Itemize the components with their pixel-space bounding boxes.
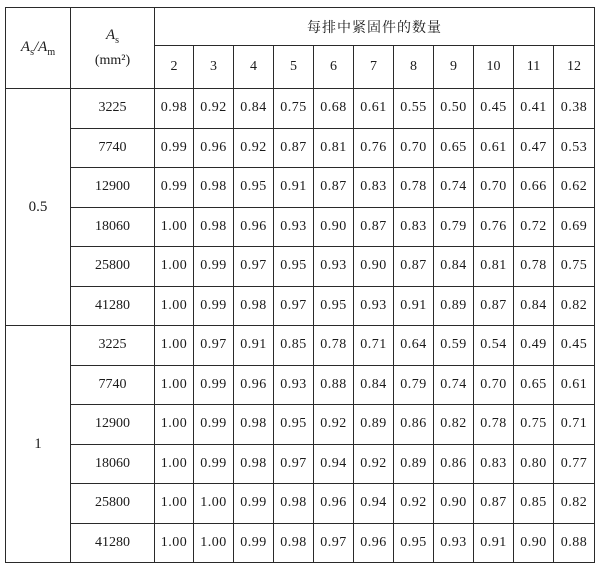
value-cell: 0.93 <box>314 247 354 287</box>
value-cell: 1.00 <box>155 365 194 405</box>
fastener-count-cell: 12 <box>554 46 595 89</box>
value-cell: 0.85 <box>514 484 554 524</box>
value-cell: 0.54 <box>474 326 514 366</box>
table-row <box>6 286 595 326</box>
value-cell: 0.79 <box>434 207 474 247</box>
value-cell: 0.83 <box>354 168 394 208</box>
value-cell: 0.86 <box>394 405 434 445</box>
value-cell: 0.78 <box>474 405 514 445</box>
value-cell: 0.95 <box>274 247 314 287</box>
value-cell: 0.99 <box>194 286 234 326</box>
value-cell: 0.97 <box>234 247 274 287</box>
value-cell: 0.97 <box>274 444 314 484</box>
value-cell: 0.99 <box>194 365 234 405</box>
value-cell: 0.75 <box>554 247 595 287</box>
value-cell: 0.70 <box>474 168 514 208</box>
fastener-count-cell: 3 <box>194 46 234 89</box>
fastener-count-cell: 2 <box>155 46 194 89</box>
value-cell: 0.97 <box>314 523 354 563</box>
value-cell: 0.50 <box>434 89 474 129</box>
value-cell: 0.83 <box>474 444 514 484</box>
value-cell: 0.82 <box>434 405 474 445</box>
table-row <box>6 168 595 208</box>
value-cell: 1.00 <box>194 523 234 563</box>
value-cell: 0.55 <box>394 89 434 129</box>
value-cell: 0.81 <box>314 128 354 168</box>
value-cell: 0.45 <box>474 89 514 129</box>
table-row <box>6 207 595 247</box>
value-cell: 0.97 <box>194 326 234 366</box>
value-cell: 0.88 <box>554 523 595 563</box>
fastener-count-cell: 11 <box>514 46 554 89</box>
value-cell: 1.00 <box>155 207 194 247</box>
value-cell: 0.68 <box>314 89 354 129</box>
value-cell: 0.99 <box>194 247 234 287</box>
table-row <box>6 247 595 287</box>
value-cell: 0.89 <box>354 405 394 445</box>
area-cell: 25800 <box>71 247 155 287</box>
value-cell: 0.96 <box>194 128 234 168</box>
value-cell: 0.89 <box>434 286 474 326</box>
value-cell: 0.95 <box>274 405 314 445</box>
value-cell: 0.84 <box>354 365 394 405</box>
value-cell: 0.81 <box>474 247 514 287</box>
value-cell: 0.64 <box>394 326 434 366</box>
value-cell: 0.91 <box>274 168 314 208</box>
value-cell: 0.98 <box>234 444 274 484</box>
area-cell: 25800 <box>71 484 155 524</box>
value-cell: 0.92 <box>194 89 234 129</box>
table-row <box>6 89 595 129</box>
ratio-cell: 1 <box>6 326 71 563</box>
fastener-count-cell: 8 <box>394 46 434 89</box>
value-cell: 0.80 <box>514 444 554 484</box>
value-cell: 1.00 <box>194 484 234 524</box>
value-cell: 0.98 <box>274 523 314 563</box>
value-cell: 0.84 <box>234 89 274 129</box>
area-cell: 12900 <box>71 405 155 445</box>
table-container <box>5 7 595 563</box>
ratio-column-header: $A_s/A_m$ <box>6 8 71 89</box>
value-cell: 0.99 <box>194 405 234 445</box>
value-cell: 0.93 <box>274 207 314 247</box>
fastener-count-cell: 5 <box>274 46 314 89</box>
value-cell: 0.66 <box>514 168 554 208</box>
value-cell: 0.86 <box>434 444 474 484</box>
table-row <box>6 326 595 366</box>
value-cell: 0.98 <box>274 484 314 524</box>
value-cell: 0.38 <box>554 89 595 129</box>
area-cell: 3225 <box>71 89 155 129</box>
table-body <box>6 89 595 563</box>
value-cell: 1.00 <box>155 405 194 445</box>
value-cell: 0.76 <box>354 128 394 168</box>
area-cell: 3225 <box>71 326 155 366</box>
value-cell: 0.93 <box>354 286 394 326</box>
value-cell: 0.82 <box>554 286 595 326</box>
value-cell: 0.96 <box>234 207 274 247</box>
value-cell: 0.99 <box>234 484 274 524</box>
value-cell: 0.91 <box>234 326 274 366</box>
value-cell: 0.71 <box>354 326 394 366</box>
value-cell: 0.87 <box>474 484 514 524</box>
fastener-count-cell: 9 <box>434 46 474 89</box>
value-cell: 0.93 <box>434 523 474 563</box>
area-cell: 18060 <box>71 207 155 247</box>
value-cell: 0.84 <box>514 286 554 326</box>
value-cell: 1.00 <box>155 286 194 326</box>
value-cell: 0.41 <box>514 89 554 129</box>
value-cell: 0.90 <box>314 207 354 247</box>
value-cell: 1.00 <box>155 326 194 366</box>
value-cell: 0.74 <box>434 168 474 208</box>
value-cell: 0.75 <box>514 405 554 445</box>
value-cell: 0.59 <box>434 326 474 366</box>
value-cell: 0.72 <box>514 207 554 247</box>
value-cell: 0.89 <box>394 444 434 484</box>
value-cell: 0.84 <box>434 247 474 287</box>
value-cell: 0.53 <box>554 128 595 168</box>
value-cell: 0.97 <box>274 286 314 326</box>
fastener-reduction-table <box>5 7 595 563</box>
value-cell: 0.99 <box>234 523 274 563</box>
area-cell: 7740 <box>71 128 155 168</box>
table-row <box>6 405 595 445</box>
value-cell: 1.00 <box>155 484 194 524</box>
value-cell: 0.90 <box>434 484 474 524</box>
fastener-count-cell: 10 <box>474 46 514 89</box>
value-cell: 0.87 <box>354 207 394 247</box>
table-row <box>6 365 595 405</box>
value-cell: 0.87 <box>394 247 434 287</box>
value-cell: 0.95 <box>314 286 354 326</box>
value-cell: 0.98 <box>234 286 274 326</box>
table-row <box>6 484 595 524</box>
value-cell: 0.88 <box>314 365 354 405</box>
value-cell: 0.94 <box>354 484 394 524</box>
area-cell: 18060 <box>71 444 155 484</box>
value-cell: 0.79 <box>394 365 434 405</box>
value-cell: 0.71 <box>554 405 595 445</box>
fastener-count-header: 每排中紧固件的数量 <box>155 8 595 46</box>
value-cell: 0.69 <box>554 207 595 247</box>
value-cell: 0.83 <box>394 207 434 247</box>
table-row <box>6 128 595 168</box>
value-cell: 0.90 <box>354 247 394 287</box>
area-cell: 12900 <box>71 168 155 208</box>
area-cell: 41280 <box>71 286 155 326</box>
value-cell: 0.62 <box>554 168 595 208</box>
area-column-header: $A_s$ (mm²) <box>71 8 155 89</box>
value-cell: 0.98 <box>155 89 194 129</box>
value-cell: 0.99 <box>194 444 234 484</box>
value-cell: 0.78 <box>514 247 554 287</box>
value-cell: 0.90 <box>514 523 554 563</box>
fastener-count-cell: 4 <box>234 46 274 89</box>
value-cell: 0.77 <box>554 444 595 484</box>
value-cell: 0.74 <box>434 365 474 405</box>
value-cell: 0.78 <box>394 168 434 208</box>
fastener-count-cell: 7 <box>354 46 394 89</box>
value-cell: 0.91 <box>394 286 434 326</box>
value-cell: 0.96 <box>354 523 394 563</box>
value-cell: 0.99 <box>155 128 194 168</box>
table-row <box>6 523 595 563</box>
value-cell: 0.49 <box>514 326 554 366</box>
value-cell: 0.95 <box>394 523 434 563</box>
value-cell: 1.00 <box>155 444 194 484</box>
ratio-cell: 0.5 <box>6 89 71 326</box>
value-cell: 0.45 <box>554 326 595 366</box>
value-cell: 0.70 <box>474 365 514 405</box>
value-cell: 0.92 <box>354 444 394 484</box>
table-row <box>6 444 595 484</box>
value-cell: 0.65 <box>514 365 554 405</box>
value-cell: 0.93 <box>274 365 314 405</box>
value-cell: 0.75 <box>274 89 314 129</box>
value-cell: 0.96 <box>314 484 354 524</box>
value-cell: 0.61 <box>474 128 514 168</box>
value-cell: 0.78 <box>314 326 354 366</box>
value-cell: 0.47 <box>514 128 554 168</box>
value-cell: 0.96 <box>234 365 274 405</box>
value-cell: 0.98 <box>194 207 234 247</box>
fastener-count-cell: 6 <box>314 46 354 89</box>
value-cell: 0.91 <box>474 523 514 563</box>
value-cell: 0.61 <box>354 89 394 129</box>
value-cell: 0.61 <box>554 365 595 405</box>
value-cell: 0.99 <box>155 168 194 208</box>
area-cell: 7740 <box>71 365 155 405</box>
value-cell: 0.85 <box>274 326 314 366</box>
value-cell: 1.00 <box>155 523 194 563</box>
value-cell: 0.98 <box>234 405 274 445</box>
value-cell: 0.70 <box>394 128 434 168</box>
value-cell: 0.92 <box>394 484 434 524</box>
value-cell: 0.87 <box>474 286 514 326</box>
value-cell: 0.92 <box>234 128 274 168</box>
value-cell: 0.65 <box>434 128 474 168</box>
value-cell: 0.87 <box>274 128 314 168</box>
value-cell: 0.87 <box>314 168 354 208</box>
value-cell: 0.82 <box>554 484 595 524</box>
value-cell: 0.95 <box>234 168 274 208</box>
value-cell: 1.00 <box>155 247 194 287</box>
value-cell: 0.92 <box>314 405 354 445</box>
value-cell: 0.94 <box>314 444 354 484</box>
area-unit-label: (mm²) <box>94 53 131 68</box>
area-cell: 41280 <box>71 523 155 563</box>
value-cell: 0.76 <box>474 207 514 247</box>
value-cell: 0.98 <box>194 168 234 208</box>
